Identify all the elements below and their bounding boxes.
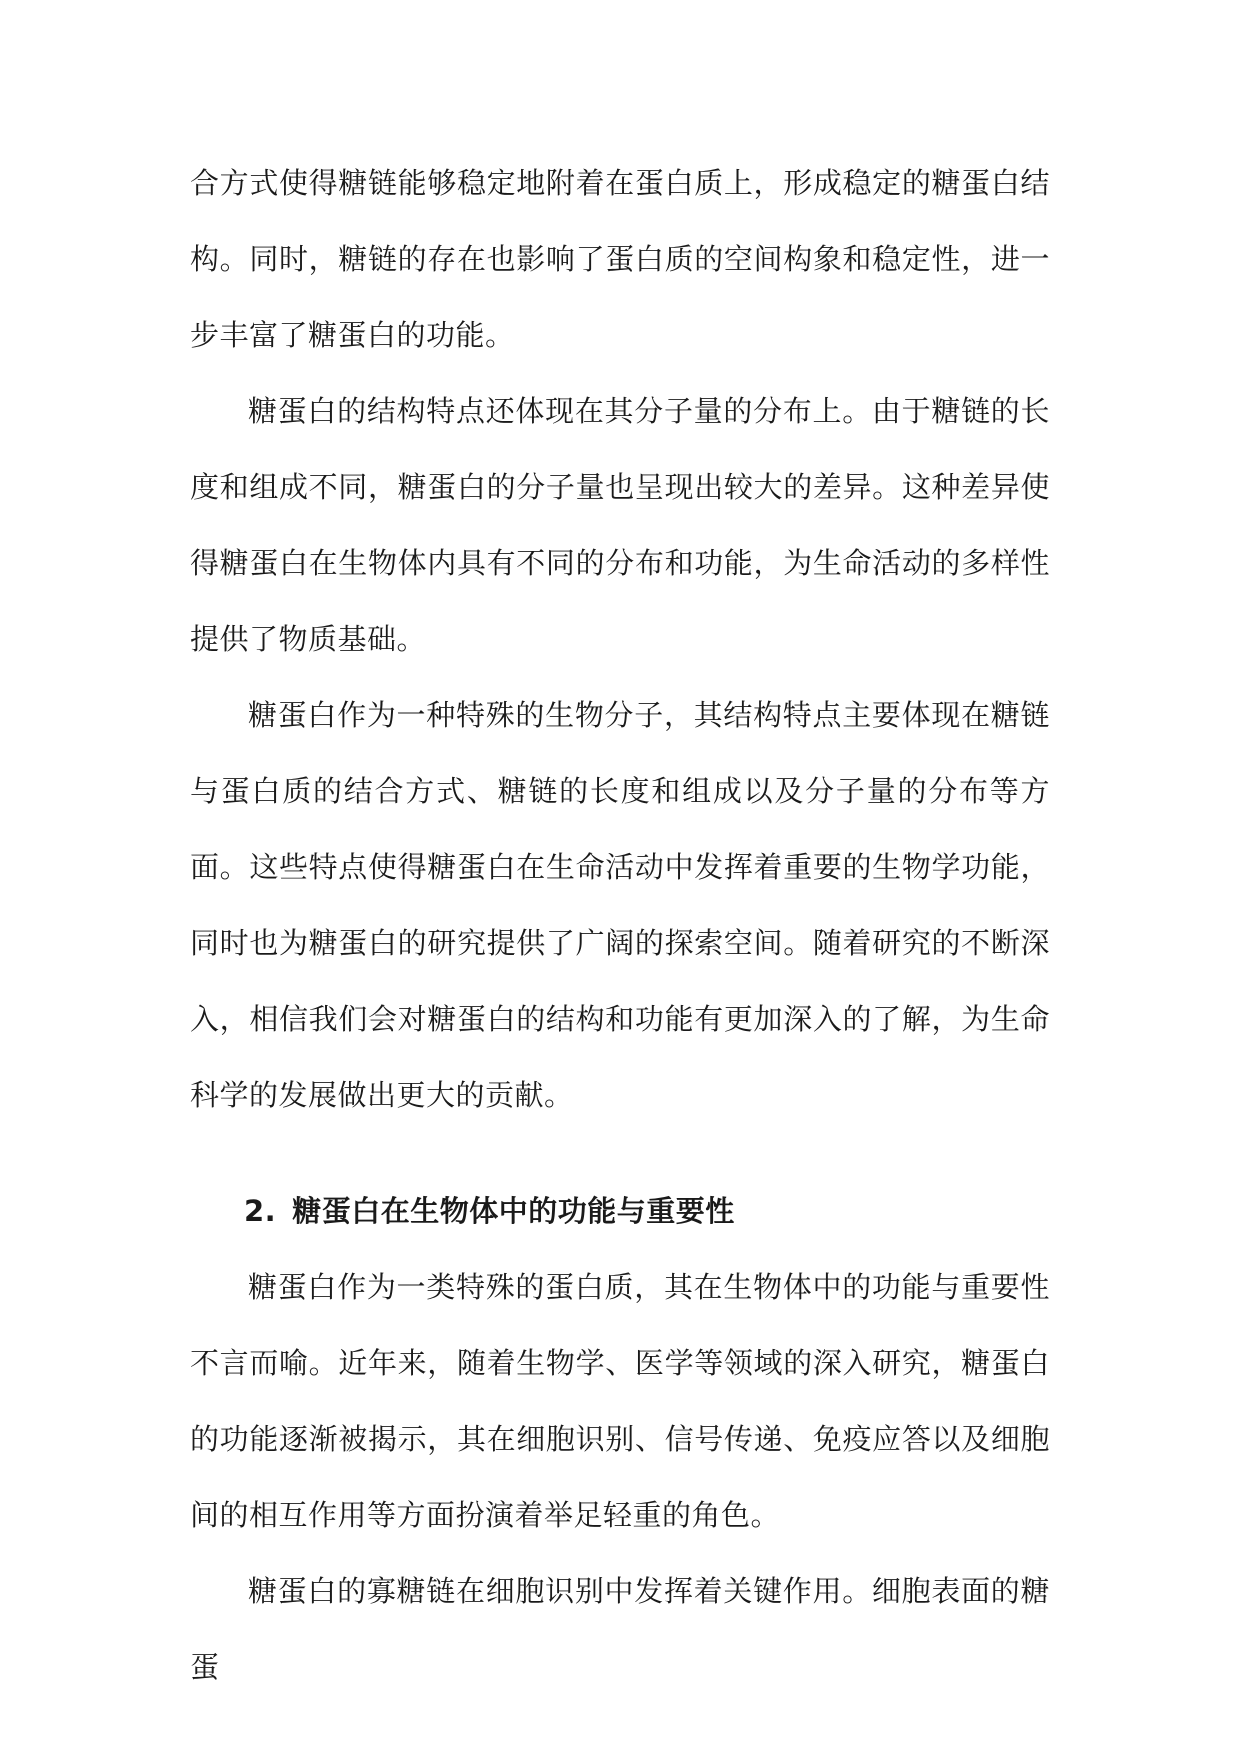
section-heading — [190, 1173, 1050, 1249]
paragraph-summary: 糖蛋白作为一种特殊的生物分子，其结构特点主要体现在糖链与蛋白质的结合方式、糖链的长度和组成以及分子量的分布等方面。这些特点使得糖蛋白在生命活动中发挥着重要的生物学功能，同时也为糖蛋白的研究提供了广阔的探索空间。随着研究的不断深入，相信我们会对糖蛋白的结构和功能有更加深入的了解，为生命科学的发展做出更大的贡献。 — [190, 698, 1050, 1112]
paragraph-cell-recognition: 糖蛋白的寡糖链在细胞识别中发挥着关键作用。细胞表面的糖蛋 — [190, 1574, 1050, 1684]
paragraph-molecular-weight: 糖蛋白的结构特点还体现在其分子量的分布上。由于糖链的长度和组成不同，糖蛋白的分子量也呈现出较大的差异。这种差异使得糖蛋白在生物体内具有不同的分布和功能，为生命活动的多样性提供了物质基础。 — [190, 394, 1050, 656]
paragraph-function-intro: 糖蛋白作为一类特殊的蛋白质，其在生物体中的功能与重要性不言而喻。近年来，随着生物学、医学等领域的深入研究，糖蛋白的功能逐渐被揭示，其在细胞识别、信号传递、免疫应答以及细胞间的相互作用等方面扮演着举足轻重的角色。 — [190, 1270, 1050, 1532]
paragraph-continued: 合方式使得糖链能够稳定地附着在蛋白质上，形成稳定的糖蛋白结构。同时，糖链的存在也影响了蛋白质的空间构象和稳定性，进一步丰富了糖蛋白的功能。 — [190, 166, 1050, 352]
document-body — [190, 145, 1050, 1705]
section-title: 糖蛋白在生物体中的功能与重要性 — [292, 1194, 735, 1228]
section-number: 2. — [244, 1194, 277, 1228]
